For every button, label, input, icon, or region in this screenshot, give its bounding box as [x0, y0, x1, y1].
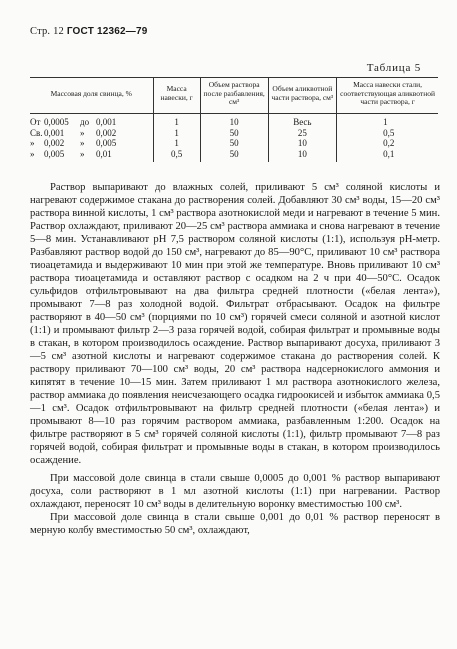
column-header-aliquot-volume: Объем аликвотной части раствора, см³: [268, 78, 337, 114]
range-part: »: [80, 138, 85, 149]
cell-dilution-volume: 50: [200, 139, 268, 150]
column-header-lead-fraction: Массовая доля свинца, %: [30, 78, 153, 114]
paragraph-high-content: При массовой доле свинца в стали свыше 0,001 до 0,01 % раствор переносят в мерную колбу вместимостью 50 см³, охлаждают,: [30, 512, 440, 536]
cell-lead-fraction: [30, 149, 153, 162]
table-header-row: [30, 78, 438, 114]
column-header-steel-mass: Масса навески стали, соответствующая аликвотной части раствора, г: [337, 78, 438, 114]
cell-steel-mass: 0,5: [337, 128, 438, 139]
lead-mass-table: [30, 77, 438, 162]
cell-steel-mass: 0,2: [337, 139, 438, 150]
cell-aliquot-volume: 10: [268, 149, 337, 162]
page-header: [30, 26, 148, 37]
range-part: 0,001: [96, 117, 117, 128]
table-caption: Таблица 5: [366, 62, 421, 74]
cell-dilution-volume: 50: [200, 149, 268, 162]
cell-aliquot-volume: Весь: [268, 113, 337, 128]
paragraph-low-content: При массовой доле свинца в стали свыше 0,0005 до 0,001 % раствор выпаривают досуха, соли растворяют в 1 мл азотной кислоты (1:1) при нагревании. Раствор охлаждают, переносят 10 см³ воды в делительную воронку вместимостью 100 см³.: [30, 473, 440, 510]
cell-lead-fraction: [30, 128, 153, 139]
page-number: Стр. 12: [30, 26, 64, 37]
table-row: [30, 113, 438, 128]
range-part: 0,001: [44, 127, 65, 138]
cell-dilution-volume: 50: [200, 128, 268, 139]
cell-lead-fraction: [30, 139, 153, 150]
paragraph-procedure: Раствор выпаривают до влажных солей, приливают 5 см³ соляной кислоты и нагревают содержимое стакана до растворения солей. Добавляют 30 см³ воды, 15—20 см³ раствора винной кислоты, 1 см³ раствора азотнокислой меди и нагревают в течение 5 мин. Раствор охлаждают, приливают 20—25 см³ раствора аммиака и снова нагревают в течение 5—8 мин. Устанавливают pH 7,5 раствором соляной кислоты (1:1), используя pH-метр. Разбавляют раствор водой до 150 см³, нагревают до 85—90°С, приливают 10 см³ раствора тиоацетамида и выдерживают 10 мин при этой же температуре. Вновь приливают 10 см³ раствора тиоацетамида и оставляют раствор с осадком на 2 ч при 40—50°С. Осадок сульфидов отфильтровывают на два фильтра средней плотности («белая лента»), промывают 7—8 раз холодной водой. Фильтрат отбрасывают. Осадок на фильтре растворяют в 40—50 см³ (порциями по 10 см³) горячей смеси соляной и азотной кислот (1:1) и промывают фильтр 2—3 раза горячей водой, собирая фильтрат и промывные воды в стакан, в котором производилось осаждение. Раствор выпаривают досуха, приливают 3—5 см³ азотной кислоты и нагревают содержимое стакана до растворения солей. К раствору приливают 70—100 см³ воды, 20 см³ раствора надсернокислого аммония и кипятят в течение 10—15 мин. Затем приливают 1 мл раствора азотнокислого железа, раствор аммиака до появления неисчезающего осадка гидроокисей и избыток аммиака 0,5—1 см³. Осадок отфильтровывают на фильтр средней плотности («белая лента») и промывают 8—10 раз горячим раствором аммиака, разбавленным 1:200. Осадок на фильтре растворяют в 5 см³ горячей соляной кислоты (1:1), фильтр промывают 7—8 раз горячей водой, собирая фильтрат и промывные воды в стакан, в котором производилось осаждение.: [30, 182, 440, 466]
cell-sample-mass: 1: [153, 128, 200, 139]
range-part: »: [80, 127, 85, 138]
body-text: [30, 181, 440, 537]
cell-sample-mass: 1: [153, 139, 200, 150]
range-part: 0,005: [96, 138, 117, 149]
range-part: до: [80, 117, 90, 128]
cell-sample-mass: 1: [153, 113, 200, 128]
cell-steel-mass: 1: [337, 113, 438, 128]
column-header-sample-mass: Масса навески, г: [153, 78, 200, 114]
cell-dilution-volume: 10: [200, 113, 268, 128]
range-part: »: [80, 148, 85, 159]
column-header-dilution-volume: Объем раствора после разбавления, см³: [200, 78, 268, 114]
cell-sample-mass: 0,5: [153, 149, 200, 162]
range-part: Св.: [30, 127, 43, 138]
range-part: 0,002: [44, 138, 65, 149]
range-part: От: [30, 117, 41, 128]
range-part: »: [30, 138, 35, 149]
cell-lead-fraction: [30, 113, 153, 128]
cell-aliquot-volume: 25: [268, 128, 337, 139]
range-part: 0,0005: [44, 117, 69, 128]
standard-number: ГОСТ 12362—79: [66, 26, 148, 37]
range-part: 0,01: [96, 148, 112, 159]
table-row: [30, 149, 438, 162]
cell-steel-mass: 0,1: [337, 149, 438, 162]
range-part: 0,002: [96, 127, 117, 138]
range-part: »: [30, 148, 35, 159]
table-body: [30, 113, 438, 162]
table-row: [30, 139, 438, 150]
cell-aliquot-volume: 10: [268, 139, 337, 150]
range-part: 0,005: [44, 148, 65, 159]
table-row: [30, 128, 438, 139]
